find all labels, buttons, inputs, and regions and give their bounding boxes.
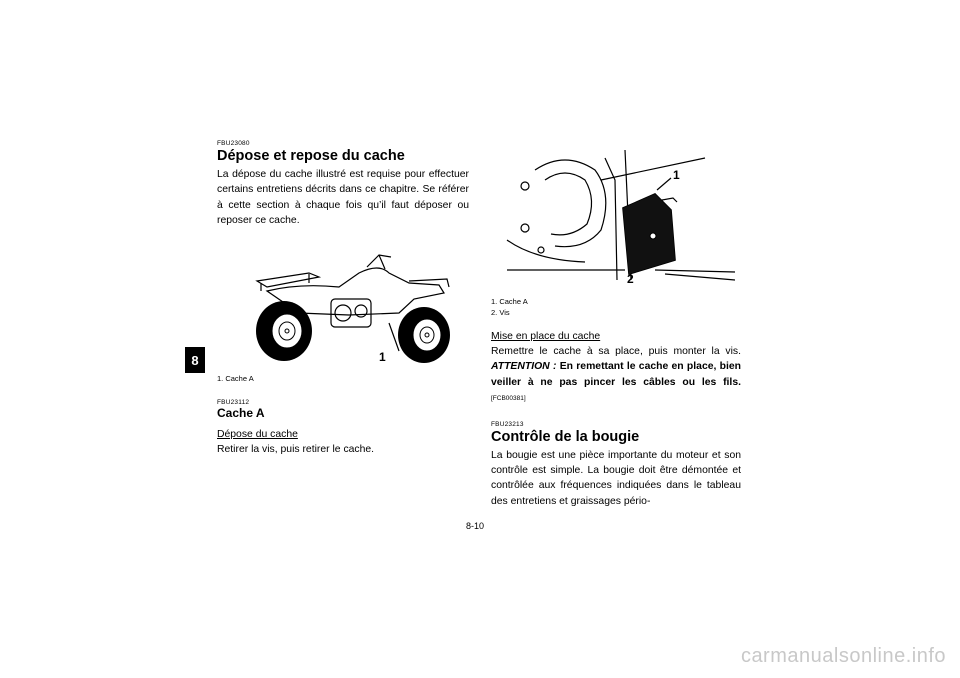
figure-caption: 2. Vis <box>491 308 510 317</box>
instruction-text: Retirer la vis, puis retirer le cache. <box>217 443 375 455</box>
section-code: FBU23213 <box>491 420 524 428</box>
subheading: Dépose du cache <box>217 428 298 440</box>
attention-text: En remettant le cache en place, bien veiller à ne pas pincer les câbles ou les fils. <box>491 361 742 388</box>
reference-code: [FCB00381] <box>491 395 526 403</box>
left-column <box>217 140 469 457</box>
section-paragraph: La bougie est une pièce importante du moteur et son contrôle est simple. La bougie doit être démontée et contrôlée aux fréquences indiquées dans le tableau des entretiens et graissages pério- <box>491 449 741 507</box>
section-title: Contrôle de la bougie <box>491 428 640 445</box>
watermark: carmanualsonline.info <box>740 645 946 667</box>
figure-caption: 1. Cache A <box>491 297 528 306</box>
section-code: FBU23112 <box>217 398 250 406</box>
figure-callout-2: 2 <box>627 272 634 286</box>
chapter-tab: 8 <box>185 347 205 373</box>
subheading: Mise en place du cache <box>491 331 601 342</box>
atv-figure <box>239 243 459 371</box>
figure-caption: 1. Cache A <box>217 373 254 383</box>
instruction-text <box>491 344 741 407</box>
section-title: Dépose et repose du cache <box>217 148 405 164</box>
cover-illustration <box>505 150 735 290</box>
install-text: Remettre le cache à sa place, puis monter la vis. <box>491 346 741 357</box>
attention-label: ATTENTION : <box>491 361 557 373</box>
page-number: 8-10 <box>466 521 485 531</box>
atv-illustration <box>239 243 459 371</box>
section-paragraph: La dépose du cache illustré est requise pour effectuer certains entretiens décrits dans ce chapitre. Se référer à cette section à chaque fois qu’il faut déposer ou reposer ce cache. <box>217 169 469 227</box>
figure-callout-1: 1 <box>379 349 386 364</box>
right-column <box>491 150 741 509</box>
section-title: Cache A <box>217 405 265 420</box>
cover-figure <box>505 150 735 290</box>
section-code: FBU23080 <box>217 140 250 147</box>
figure-callout-1: 1 <box>673 168 680 182</box>
